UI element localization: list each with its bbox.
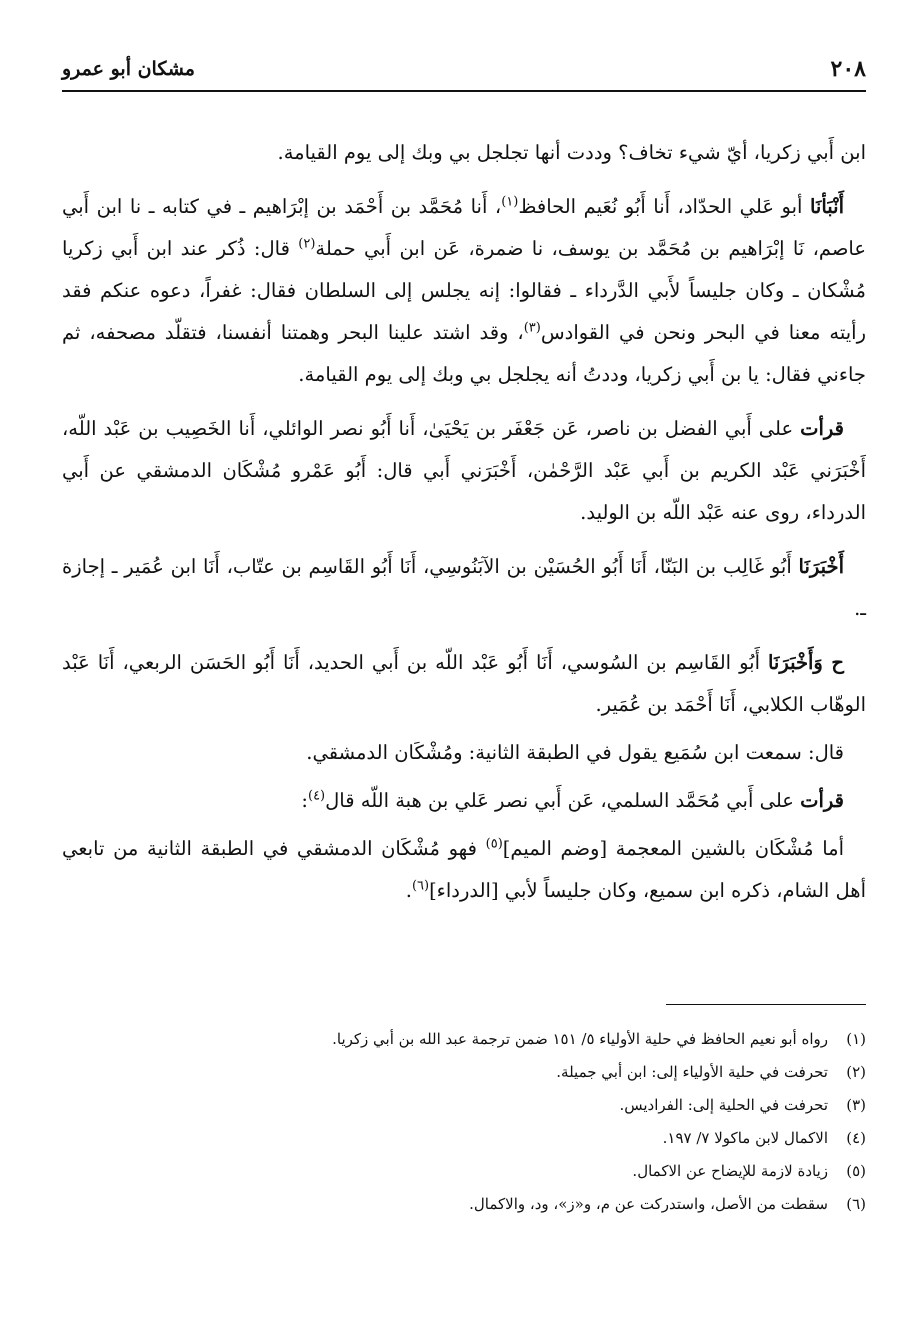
book-page bbox=[62, 40, 866, 1320]
footnote-divider bbox=[666, 1004, 866, 1005]
paragraph-text: على أَبي الفضل بن ناصر، عَن جَعْفَر بن يَحْيَىٰ، أَنا أَبُو نصر الوائلي، أَنا الخَصِيب بن عَبْد اللّه، أَخْبَرَني عَبْد الكريم بن أَبي عَبْد الرَّحْمٰن، أَخْبَرَني أَبي قال: أَبُو عَمْرو مُشْكَان الدمشقي عن أَبي الدرداء، روى عنه عَبْد اللّه بن الوليد. bbox=[62, 417, 866, 524]
paragraph-6 bbox=[62, 732, 866, 774]
paragraph-8 bbox=[62, 828, 866, 912]
footnote-text: رواه أبو نعيم الحافظ في حلية الأولياء ٥/ ١٥١ ضمن ترجمة عبد الله بن أبي زكريا. bbox=[332, 1030, 828, 1048]
paragraph-text: أبو عَلي الحدّاد، أَنا أَبُو نُعَيم الحافظ bbox=[518, 195, 810, 218]
page-number: ٢٠٨ bbox=[830, 56, 866, 82]
running-title: مشكان أبو عمرو bbox=[62, 58, 195, 80]
footnote-text: الاكمال لابن ماكولا ٧/ ١٩٧. bbox=[662, 1129, 828, 1147]
paragraph-text: ، وقد اشتد علينا البحر وهمتنا أنفسنا، فتقلّد مصحفه، ثم جاءني فقال: يا بن أَبي زكريا، وددتُ أنه يجلجل بي وبك إلى يوم القيامة. bbox=[62, 321, 866, 386]
footnote-item bbox=[62, 1155, 866, 1188]
footnote-marker[interactable]: (٥) bbox=[485, 836, 503, 852]
paragraph-5 bbox=[62, 642, 866, 726]
paragraph-7 bbox=[62, 780, 866, 822]
paragraph-text: ابن أَبي زكريا، أيّ شيء تخاف؟ وددت أنها تجلجل بي وبك إلى يوم القيامة. bbox=[277, 141, 866, 164]
footnote-number: (٢) bbox=[846, 1063, 866, 1081]
paragraph-4 bbox=[62, 546, 866, 630]
paragraph-lead: أَخْبَرَنَا bbox=[798, 555, 845, 578]
footnote-item bbox=[62, 1188, 866, 1221]
footnote-text: تحرفت في الحلية إلى: الفراديس. bbox=[619, 1096, 828, 1114]
paragraph-text: : bbox=[301, 789, 308, 812]
footnote-number: (٦) bbox=[846, 1195, 866, 1213]
page-header bbox=[62, 40, 866, 92]
paragraph-text: على أَبي مُحَمَّد السلمي، عَن أَبي نصر عَلي بن هبة اللّه قال bbox=[325, 789, 801, 812]
footnote-marker[interactable]: (٢) bbox=[298, 236, 316, 252]
footnote-text: سقطت من الأصل، واستدركت عن م، و«ز»، ود، والاكمال. bbox=[469, 1195, 828, 1213]
footnotes bbox=[62, 1023, 866, 1221]
paragraph-text: أما مُشْكَان بالشين المعجمة [وضم الميم] bbox=[502, 837, 845, 860]
paragraph-lead: أَنْبَأنَا bbox=[809, 195, 844, 218]
paragraph-text: قال: ذُكر عند ابن أَبي زكريا مُشْكان ـ وكان جليساً لأَبي الدَّرداء ـ فقالوا: إنه يجلس إلى السلطان فقال: غفراً، دعوه عنكم فقد رأيته معنا في البحر ونحن في القوادس bbox=[62, 237, 867, 344]
footnote-text: تحرفت في حلية الأولياء إلى: ابن أبي جميلة. bbox=[556, 1063, 828, 1081]
paragraph-text: فهو مُشْكَان الدمشقي في الطبقة الثانية من تابعي أهل الشام، ذكره ابن سميع، وكان جليساً لأبي [الدرداء] bbox=[62, 837, 866, 902]
paragraph-text: أَبُو القَاسِم بن السُوسي، أَنَا أَبُو عَبْد اللّه بن أَبي الحديد، أَنَا أَبُو الحَسَن الربعي، أَنَا عَبْد الوهّاب الكلابي، أَنَا أَحْمَد بن عُمَير. bbox=[62, 651, 866, 716]
footnote-number: (١) bbox=[846, 1030, 866, 1048]
paragraph-3 bbox=[62, 408, 866, 534]
footnote-item bbox=[62, 1056, 866, 1089]
footnote-number: (٥) bbox=[846, 1162, 866, 1180]
paragraph-text: أَبُو غَالِب بن البَنّا، أَنَا أَبُو الحُسَيْن بن الآبَنُوسِي، أَنَا أَبُو القَاسِم بن عتّاب، أَنَا ابن عُمَير ـ إجازة ـ. bbox=[62, 555, 866, 620]
footnote-number: (٣) bbox=[846, 1096, 866, 1114]
footnote-marker[interactable]: (٤) bbox=[307, 788, 326, 804]
paragraph-lead: قرأت bbox=[800, 417, 844, 440]
paragraph-2 bbox=[62, 186, 866, 396]
paragraph-lead: قرأت bbox=[800, 789, 844, 812]
footnote-marker[interactable]: (٣) bbox=[523, 320, 541, 336]
footnote-number: (٤) bbox=[846, 1129, 866, 1147]
paragraph-lead: ح وَأَخْبَرَنَا bbox=[767, 651, 844, 674]
footnote-item bbox=[62, 1023, 866, 1056]
paragraph-text: قال: سمعت ابن سُمَيع يقول في الطبقة الثانية: ومُشْكَان الدمشقي. bbox=[306, 741, 844, 764]
footnote-item bbox=[62, 1122, 866, 1155]
footnote-text: زيادة لازمة للإيضاح عن الاكمال. bbox=[632, 1162, 828, 1180]
paragraph-text: . bbox=[405, 879, 412, 902]
footnote-marker[interactable]: (٦) bbox=[411, 878, 430, 894]
main-text bbox=[62, 132, 866, 912]
footnote-item bbox=[62, 1089, 866, 1122]
footnote-marker[interactable]: (١) bbox=[501, 194, 519, 210]
paragraph-text: ، أَنا مُحَمَّد بن أَحْمَد بن إبْرَاهيم ـ في كتابه ـ نا ابن أَبي عاصم، نَا إبْرَاهيم بن مُحَمَّد بن يوسف، نا ضمرة، عَن ابن أَبي حملة bbox=[62, 195, 866, 260]
paragraph-1 bbox=[62, 132, 866, 174]
